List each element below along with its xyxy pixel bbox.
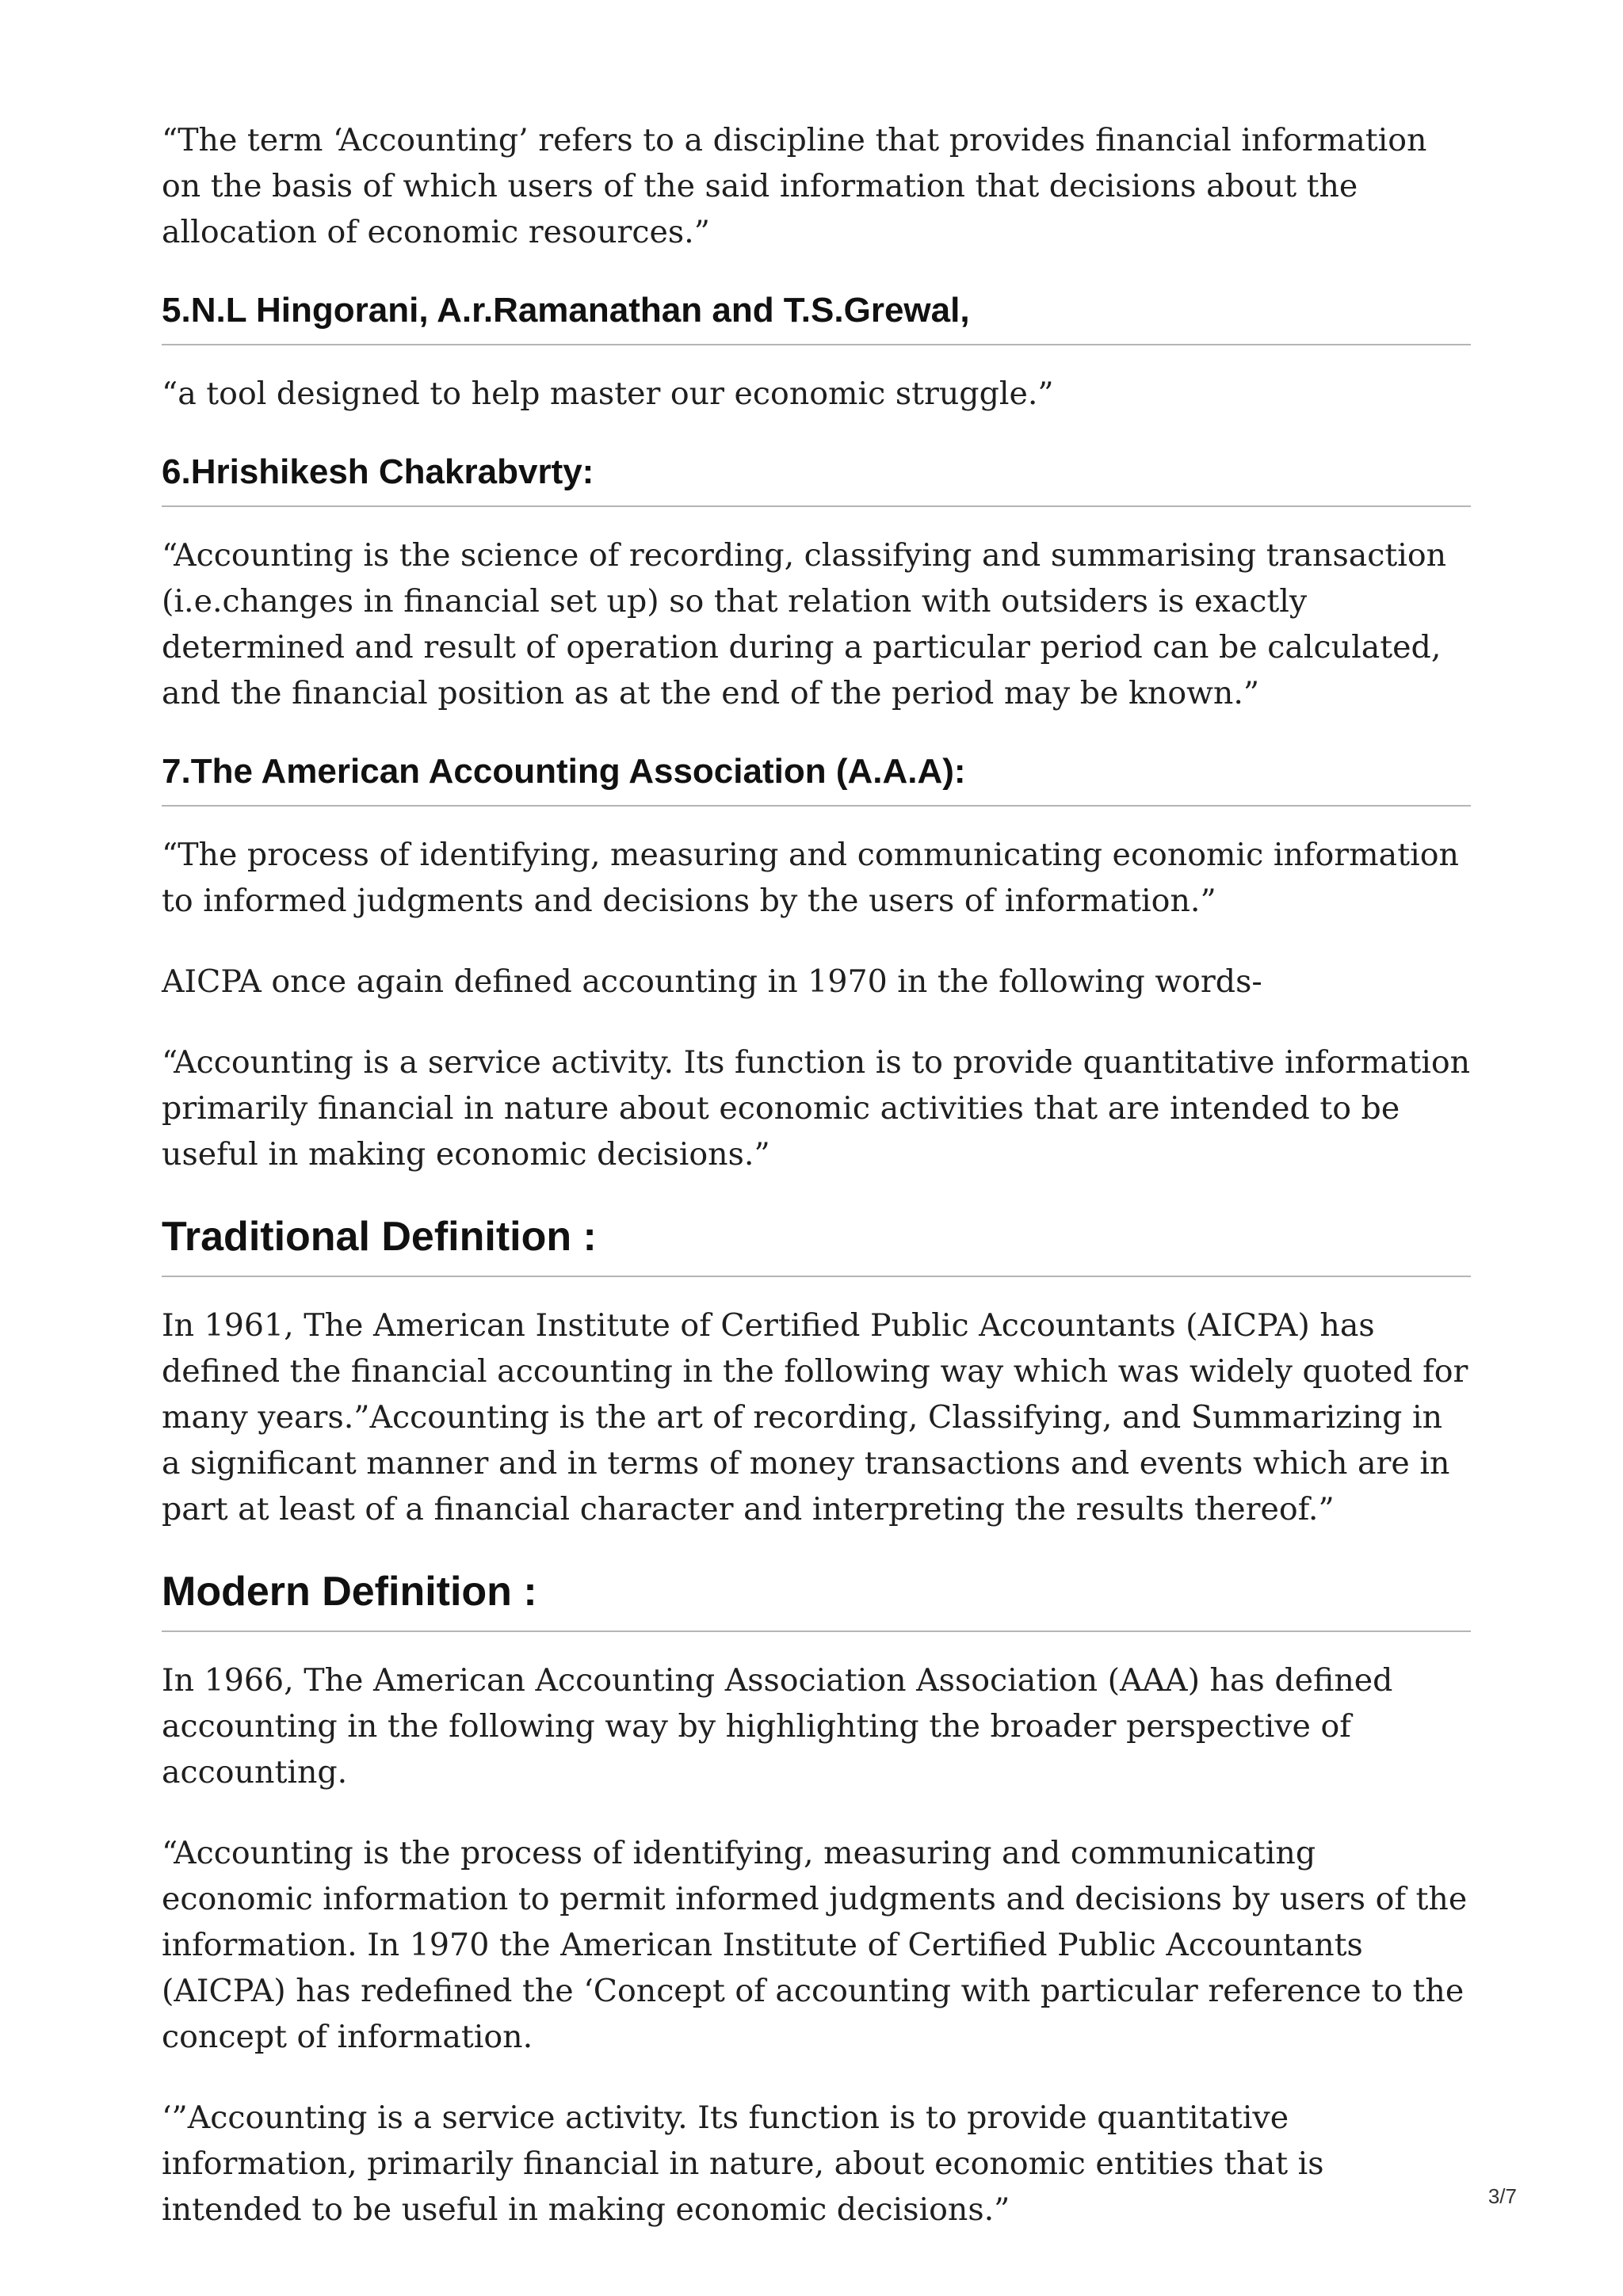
- paragraph-modern-3: ‘”Accounting is a service activity. Its function is to provide quantitative information, primarily financial in nature, about economic entities that is intended to be useful in making economic decisions.”: [162, 2100, 1324, 2228]
- heading-traditional-definition: Traditional Definition :: [162, 1212, 1471, 1277]
- paragraph-modern-2: “Accounting is the process of identifying, measuring and communicating economic information to permit informed judgments and decisions by users of the information. In 1970 the American Institute of Certified Public Accountants (AICPA) has redefined the ‘Concept of accounting with particular reference to the concept of information.: [162, 1835, 1468, 2055]
- paragraph-traditional-definition: In 1961, The American Institute of Certified Public Accountants (AICPA) has defined the financial accounting in the following way which was widely quoted for many years.”Accounting is the art of recording, Classifying, and Summarizing in a significant manner and in terms of money transactions and events which are in part at least of a financial character and interpreting the results thereof.”: [162, 1307, 1468, 1527]
- page-number: 3/7: [1487, 2184, 1517, 2208]
- paragraph-hingorani-quote: “a tool designed to help master our economic struggle.”: [162, 376, 1054, 412]
- paragraph-modern-1: In 1966, The American Accounting Association Association (AAA) has defined accounting in the following way by highlighting the broader perspective of accounting.: [162, 1662, 1393, 1791]
- heading-chakrabvrty: 6.Hrishikesh Chakrabvrty:: [162, 452, 1471, 507]
- paragraph-aicpa-1970-intro: AICPA once again defined accounting in 1970 in the following words-: [162, 963, 1262, 1000]
- paragraph-chakrabvrty-quote: “Accounting is the science of recording, classifying and summarising transaction (i.e.changes in financial set up) so that relation with outsiders is exactly determined and result of operation during a particular period can be calculated, and the financial position as at the end of the period may be known.”: [162, 537, 1447, 711]
- paragraph-aaa-quote: “The process of identifying, measuring and communicating economic information to informed judgments and decisions by the users of information.”: [162, 837, 1459, 919]
- document-body: [162, 117, 1471, 2267]
- heading-aaa: 7.The American Accounting Association (A.A.A):: [162, 751, 1471, 807]
- paragraph-aicpa-1970-quote: “Accounting is a service activity. Its function is to provide quantitative information primarily financial in nature about economic activities that are intended to be useful in making economic decisions.”: [162, 1044, 1471, 1173]
- heading-hingorani: 5.N.L Hingorani, A.r.Ramanathan and T.S.Grewal,: [162, 290, 1471, 345]
- paragraph-intro-quote: “The term ‘Accounting’ refers to a discipline that provides financial information on the basis of which users of the said information that decisions about the allocation of economic resources.”: [162, 122, 1427, 250]
- heading-modern-definition: Modern Definition :: [162, 1567, 1471, 1632]
